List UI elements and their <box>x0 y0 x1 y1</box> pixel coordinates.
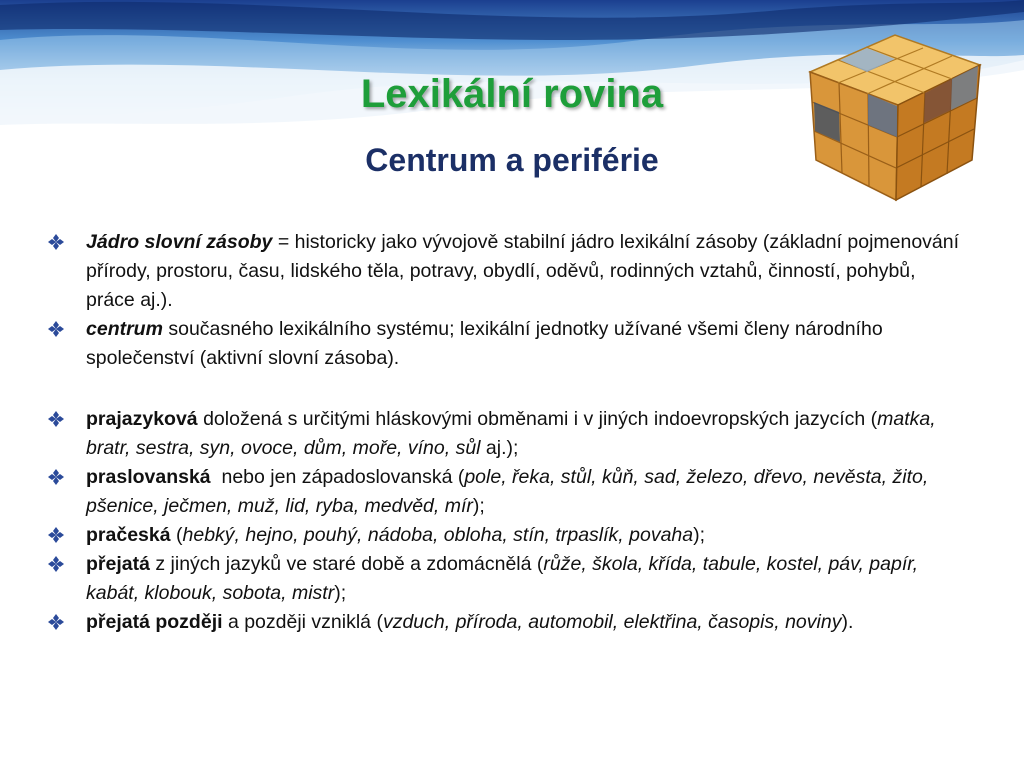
item-text: a později vzniklá ( <box>222 611 383 633</box>
item-examples: pole, řeka, stůl, kůň, sad, železo, dřevo, nevěsta, žito, pšenice, ječmen, muž, lid, ryba, medvěd, mír <box>86 466 929 517</box>
diamond-bullet-icon <box>46 521 68 550</box>
item-examples: hebký, hejno, pouhý, nádoba, obloha, stín, trpaslík, povaha <box>182 524 694 546</box>
item-term: pračeská <box>86 524 171 546</box>
item-examples: vzduch, příroda, automobil, elektřina, časopis, noviny <box>382 611 842 633</box>
slide-title: Lexikální rovina <box>360 72 664 116</box>
diamond-bullet-icon <box>46 608 68 637</box>
item-examples: růže, škola, křída, tabule, kostel, páv, papír, kabát, klobouk, sobota, mistr <box>86 553 919 604</box>
item-text: doložená s určitými hláskovými obměnami i v jiných indoevropských jazycích ( <box>197 408 878 430</box>
list-item <box>46 315 966 373</box>
list-item <box>46 550 966 608</box>
item-text: současného lexikálního systému; lexikální jednotky užívané všemi členy národního společenství (aktivní slovní zásoba). <box>86 318 883 369</box>
item-tail: ). <box>841 611 854 633</box>
diamond-bullet-icon <box>46 463 68 492</box>
item-text: z jiných jazyků ve staré době a zdomácnělá ( <box>149 553 544 575</box>
item-term: přejatá <box>86 553 150 575</box>
slide-subtitle: Centrum a periférie <box>365 142 659 178</box>
list-item <box>46 608 966 637</box>
item-text: nebo jen západoslovanská ( <box>210 466 465 488</box>
bullet-list <box>46 228 966 637</box>
item-term: praslovanská <box>86 466 211 488</box>
item-term: prajazyková <box>86 408 198 430</box>
item-term: centrum <box>86 318 163 340</box>
item-tail: aj.); <box>480 437 519 459</box>
diamond-bullet-icon <box>46 315 68 344</box>
item-examples: matka, bratr, sestra, syn, ovoce, dům, moře, víno, sůl <box>86 408 936 459</box>
diamond-bullet-icon <box>46 228 68 257</box>
item-tail: ); <box>693 524 706 546</box>
item-term: přejatá později <box>86 611 223 633</box>
list-item <box>46 521 966 550</box>
item-text: ( <box>170 524 183 546</box>
diamond-bullet-icon <box>46 405 68 434</box>
diamond-bullet-icon <box>46 550 68 579</box>
list-item <box>46 463 966 521</box>
item-term: Jádro slovní zásoby <box>86 231 273 253</box>
list-item <box>46 405 966 463</box>
item-tail: ); <box>334 582 347 604</box>
item-tail: ); <box>472 495 485 517</box>
item-text: = historicky jako vývojově stabilní jádro lexikální zásoby (základní pojmenování přírody, prostoru, času, lidského těla, potravy, obydlí, oděvů, rodinných vztahů, činností, pohybů, práce aj.). <box>86 231 960 311</box>
list-item <box>46 228 966 315</box>
